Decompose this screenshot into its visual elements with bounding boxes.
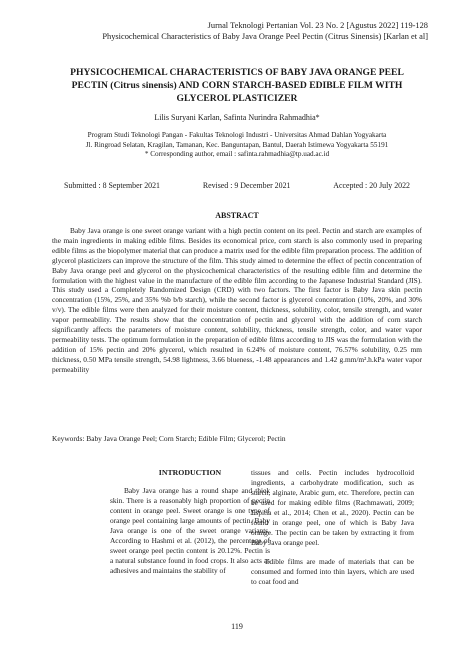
affiliation-line: Program Studi Teknologi Pangan - Fakultas Teknologi Industri - Universitas Ahmad Dahlan Yogyakarta <box>87 131 387 139</box>
corresponding-email: * Corresponding author, email : safinta.rahmadhia@tp.uad.ac.id <box>144 150 330 158</box>
abstract-heading: ABSTRACT <box>215 211 259 220</box>
affiliation-block <box>40 131 434 160</box>
journal-citation: Jurnal Teknologi Pertanian Vol. 23 No. 2 [Agustus 2022] 119-128 <box>207 21 428 30</box>
intro-paragraph-continued: tissues and cells. Pectin includes hydrocolloid ingredients, a carbohydrate modification, such as starch, alginate, Arabic gum, etc. Therefore, pectin can be used for making edible films (Rachmawati, 2009; Espitia et al., 2014; Chen et al., 2020). Pectin can be found in orange peel, one of which is Baby Java orange. The pectin can be taken by extracting it from Baby Java orange peel. <box>251 468 414 547</box>
intro-paragraph-2: Edible films are made of materials that can be consumed and formed into thin layers, which are used to coat food and <box>251 557 414 586</box>
running-head <box>28 20 428 42</box>
running-title: Physicochemical Characteristics of Baby Java Orange Peel Pectin (Citrus Sinensis) [Karlan et al] <box>102 32 428 41</box>
author-list: Lilis Suryani Karlan, Safinta Nurindra Rahmadhia* <box>154 113 320 122</box>
introduction-heading: INTRODUCTION <box>158 468 222 477</box>
revised-date: Revised : 9 December 2021 <box>202 181 291 190</box>
address-line: Jl. Ringroad Selatan, Kragilan, Tamanan, Kec. Banguntapan, Bantul, Daerah Istimewa Yogyakarta 55191 <box>85 140 389 149</box>
right-column <box>251 468 414 587</box>
left-column <box>110 468 270 576</box>
abstract-text: Baby Java orange is one sweet orange variant with a high pectin content on its peel. Pectin and starch are examples of the main ingredients in making edible films. Besides its economical price, corn starch is also commonly used in preparing edible films as the biopolymer material that can produce a matrix used for the edible film preparation process. The addition of glycerol plasticizers can improve the structure of the film. This study aimed to determine the effect of pectin concentration of Baby Java orange peel and glycerol on the physicochemical characteristics of the resulting edible film and determine the formulation with the highest value in the manufacture of the edible film according to the Japanese Industrial Standard (JIS). This study used a Completely Randomized Design (CRD) with two factors. The first factor is Baby Java skin pectin concentration (15%, 25%, and 35% %b b/b starch), while the second factor is glycerol concentration (10%, 20%, and 30% v/v). The edible films were then analyzed for their moisture content, thickness, solubility, color, tensile strength, and water vapor permeability. The results show that the concentration of pectin and glycerol with the addition of corn starch significantly affects the parameters of moisture content, solubility, thickness, tensile strength, color, and water vapor permeability tests. The optimum formulation in the preparation of edible films according to JIS was the formulation with the addition of 15% pectin and 20% glycerol, which resulted in 6.24% of moisture content, 76.57% solubility, 0.25 mm thickness, 0.50 MPa tensile strength, 54.98 lightness, 3.66 blueness, -1.48 appearances and 1.42 g.mm/m².h.kPa water vapor permeability <box>52 226 422 374</box>
paper-title: PHYSICOCHEMICAL CHARACTERISTICS OF BABY JAVA ORANGE PEEL PECTIN (Citrus sinensis) AND CORN STARCH-BASED EDIBLE FILM WITH GLYCEROL PLASTICIZER <box>70 67 404 104</box>
keywords: Keywords: Baby Java Orange Peel; Corn Starch; Edible Film; Glycerol; Pectin <box>52 434 286 443</box>
page-number: 119 <box>231 622 243 631</box>
submission-dates <box>40 181 434 190</box>
submitted-date: Submitted : 8 September 2021 <box>64 181 160 190</box>
intro-paragraph: Baby Java orange has a round shape and thick skin. There is a reasonably high proportion of pectin content in orange peel. Sweet orange is one type of orange peel containing large amounts of pectin. Baby Java orange is one of the sweet orange variants. According to Hashmi et al. (2012), the percentage of sweet orange peel pectin content is 20.12%. Pectin is a natural substance found in food crops. It also acts as adhesives and maintains the stability of <box>110 486 270 575</box>
accepted-date: Accepted : 20 July 2022 <box>333 181 410 190</box>
